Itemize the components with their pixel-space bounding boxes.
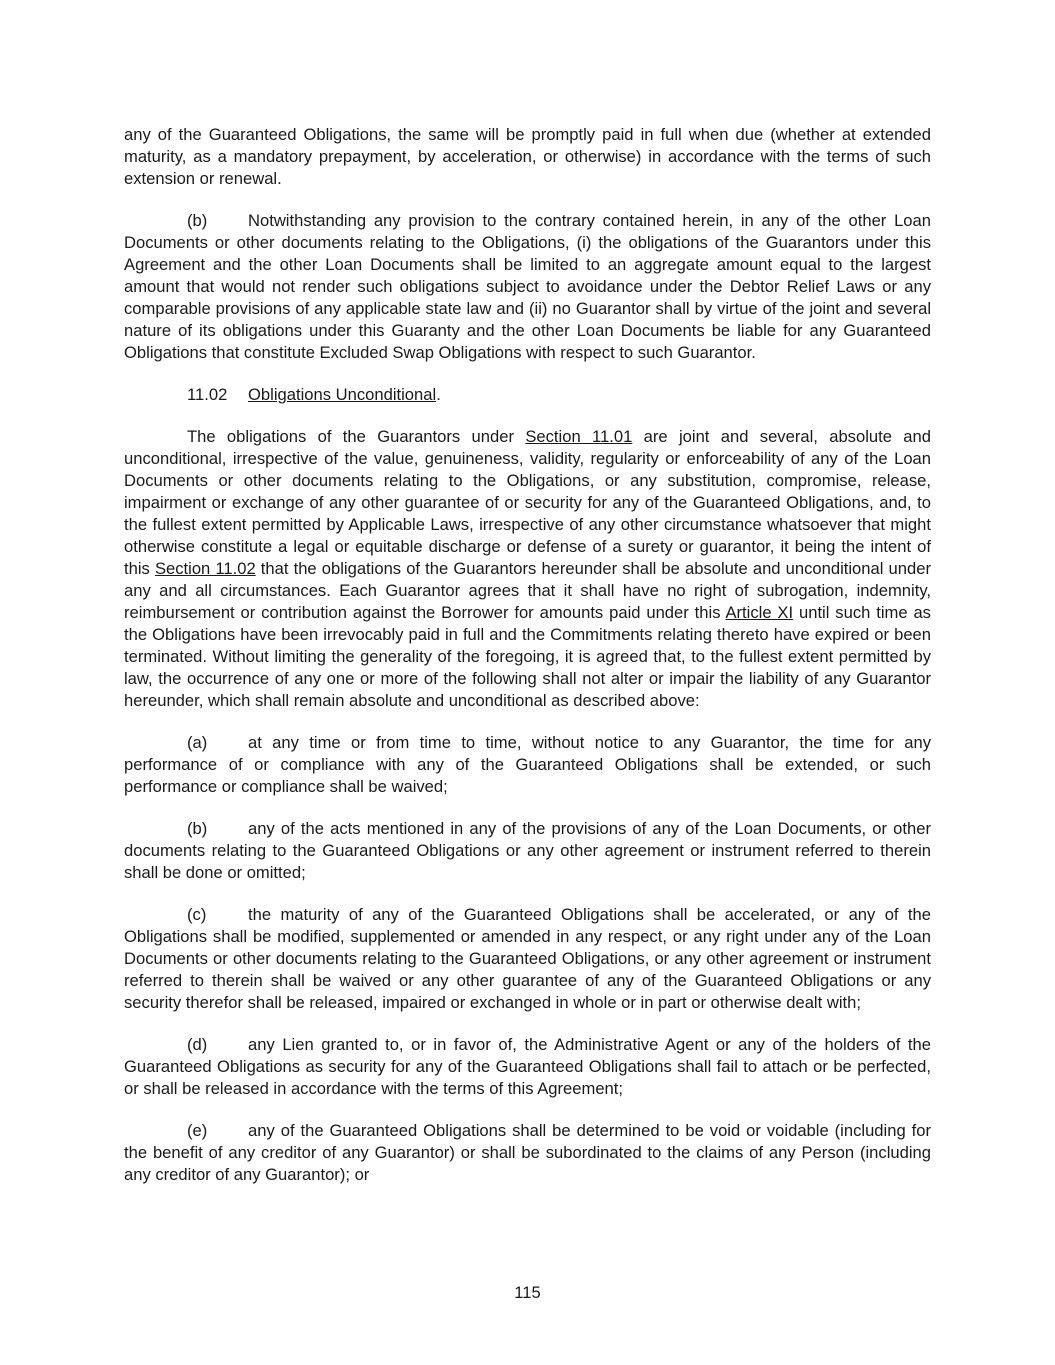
list-item-text: the maturity of any of the Guaranteed Obligations shall be accelerated, or any of the Obligations shall be modified, supplemented or amended in any respect, or any right under any of the Loan Documents or other documents relating to the Guaranteed Obligations, or any other agreement or instrument referred to therein shall be waived or any other guarantee of any of the Guaranteed Obligations or any security therefor shall be released, impaired or exchanged in whole or in part or otherwise dealt with;: [124, 905, 931, 1012]
body-part-1: The obligations of the Guarantors under: [187, 427, 526, 446]
body-part-4: until such time as the Obligations have been irrevocably paid in full and the Commitments relating thereto have expired or been terminated. Without limiting the generality of the foregoing, it is agreed that, to the fullest extent permitted by law, the occurrence of any one or more of the following shall not alter or impair the liability of any Guarantor hereunder, which shall remain absolute and unconditional as described above:: [124, 603, 931, 710]
list-item-text: any of the acts mentioned in any of the provisions of any of the Loan Documents, or other documents relating to the Guaranteed Obligations or any other agreement or instrument referred to therein shall be done or omitted;: [124, 819, 931, 882]
list-item-a: [124, 732, 931, 798]
list-item-text: at any time or from time to time, without notice to any Guarantor, the time for any performance of or compliance with any of the Guaranteed Obligations shall be extended, or such performance or compliance shall be waived;: [124, 733, 931, 796]
list-item-e: [124, 1120, 931, 1186]
body-part-3: that the obligations of the Guarantors hereunder shall be absolute and unconditional under any and all circumstances. Each Guarantor agrees that it shall have no right of subrogation, indemnity, reimbursement or contribution against the Borrower for amounts paid under this: [124, 559, 931, 622]
section-body-paragraph: [124, 426, 931, 712]
section-title: Obligations Unconditional: [248, 385, 437, 404]
paragraph-b-text: Notwithstanding any provision to the contrary contained herein, in any of the other Loan Documents or other documents relating to the Obligations, (i) the obligations of the Guarantors under this Agreement and the other Loan Documents shall be limited to an aggregate amount equal to the largest amount that would not render such obligations subject to avoidance under the Debtor Relief Laws or any comparable provisions of any applicable state law and (ii) no Guarantor shall by virtue of the joint and several nature of its obligations under this Guaranty and the other Loan Documents be liable for any Guaranteed Obligations that constitute Excluded Swap Obligations with respect to such Guarantor.: [124, 211, 931, 362]
list-item-label: (c): [187, 905, 207, 924]
page-number: 115: [514, 1283, 541, 1302]
section-ref-11-01: Section 11.01: [525, 427, 633, 446]
list-item-label: (e): [187, 1121, 208, 1140]
list-item-d: [124, 1034, 931, 1100]
list-item-label: (a): [187, 733, 208, 752]
continuation-paragraph: any of the Guaranteed Obligations, the same will be promptly paid in full when due (whether at extended maturity, as a mandatory prepayment, by acceleration, or otherwise) in accordance with the terms of such extension or renewal.: [124, 125, 931, 188]
list-item-c: [124, 904, 931, 1014]
list-item-label: (b): [187, 819, 208, 838]
paragraph-b: [124, 210, 931, 364]
document-page: [124, 124, 931, 1206]
list-item-text: any Lien granted to, or in favor of, the Administrative Agent or any of the holders of the Guaranteed Obligations as security for any of the Guaranteed Obligations shall fail to attach or be perfected, or shall be released in accordance with the terms of this Agreement;: [124, 1035, 931, 1098]
article-ref-xi: Article XI: [725, 603, 794, 622]
section-heading: [124, 384, 931, 406]
paragraph-b-label: (b): [187, 211, 208, 230]
list-item-b: [124, 818, 931, 884]
body-part-2: are joint and several, absolute and unconditional, irrespective of the value, genuineness, validity, regularity or enforceability of any of the Loan Documents or other documents relating to the Obligations, or any substitution, compromise, release, impairment or exchange of any other guarantee of or security for any of the Guaranteed Obligations, and, to the fullest extent permitted by Applicable Laws, irrespective of any other circumstance whatsoever that might otherwise constitute a legal or equitable discharge or defense of a surety or guarantor, it being the intent of this: [124, 427, 931, 578]
section-title-punct: .: [436, 385, 441, 404]
section-number: 11.02: [187, 385, 228, 404]
list-item-label: (d): [187, 1035, 208, 1054]
list-item-text: any of the Guaranteed Obligations shall be determined to be void or voidable (including for the benefit of any creditor of any Guarantor) or shall be subordinated to the claims of any Person (including any creditor of any Guarantor); or: [124, 1121, 931, 1184]
section-ref-11-02: Section 11.02: [154, 559, 256, 578]
